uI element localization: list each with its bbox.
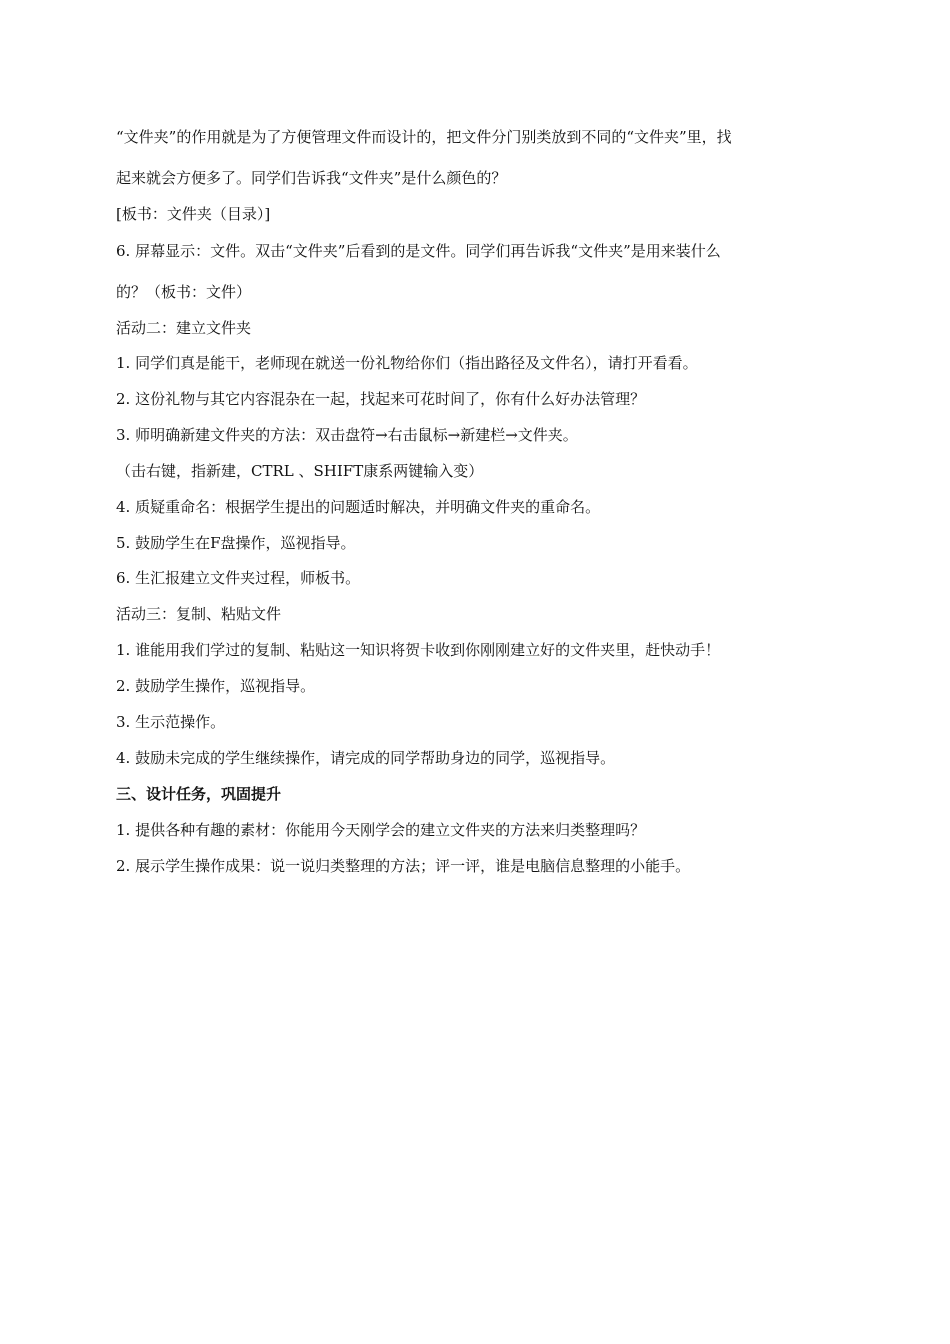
paragraph-line: 6. 屏幕显示：文件。双击“文件夹”后看到的是文件。同学们再告诉我“文件夹”是用来装什么	[116, 242, 721, 260]
paragraph-line: 起来就会方便多了。同学们告诉我“文件夹”是什么颜色的？	[116, 169, 507, 187]
paragraph-line: （击右键，指新建，CTRL 、SHIFT康系两键输入变）	[116, 462, 484, 480]
paragraph-line: “文件夹”的作用就是为了方便管理文件而设计的，把文件分门别类放到不同的“文件夹”里，找	[116, 128, 732, 146]
list-item: 3. 生示范操作。	[116, 713, 226, 731]
list-item: 6. 生汇报建立文件夹过程，师板书。	[116, 569, 361, 587]
paragraph-line: 的？（板书：文件）	[116, 283, 252, 301]
list-item: 4. 质疑重命名：根据学生提出的问题适时解决，并明确文件夹的重命名。	[116, 498, 601, 516]
list-item: 1. 谁能用我们学过的复制、粘贴这一知识将贺卡收到你刚刚建立好的文件夹里，赶快动手！	[116, 641, 721, 659]
list-item: 1. 提供各种有趣的素材：你能用今天刚学会的建立文件夹的方法来归类整理吗？	[116, 821, 646, 839]
section-heading: 三、设计任务，巩固提升	[116, 785, 282, 803]
list-item: 2. 鼓励学生操作，巡视指导。	[116, 677, 316, 695]
activity-heading: 活动二：建立文件夹	[116, 319, 252, 337]
list-item: 5. 鼓励学生在F盘操作，巡视指导。	[116, 534, 356, 552]
board-note-line: [板书：文件夹（目录）]	[116, 205, 271, 223]
list-item: 4. 鼓励未完成的学生继续操作，请完成的同学帮助身边的同学，巡视指导。	[116, 749, 616, 767]
list-item: 1. 同学们真是能干，老师现在就送一份礼物给你们（指出路径及文件名），请打开看看。	[116, 354, 698, 372]
list-item: 2. 这份礼物与其它内容混杂在一起，找起来可花时间了，你有什么好办法管理？	[116, 390, 646, 408]
list-item: 3. 师明确新建文件夹的方法：双击盘符→右击鼠标→新建栏→文件夹。	[116, 426, 578, 444]
list-item: 2. 展示学生操作成果：说一说归类整理的方法；评一评，谁是电脑信息整理的小能手。	[116, 857, 691, 875]
activity-heading: 活动三：复制、粘贴文件	[116, 605, 282, 623]
